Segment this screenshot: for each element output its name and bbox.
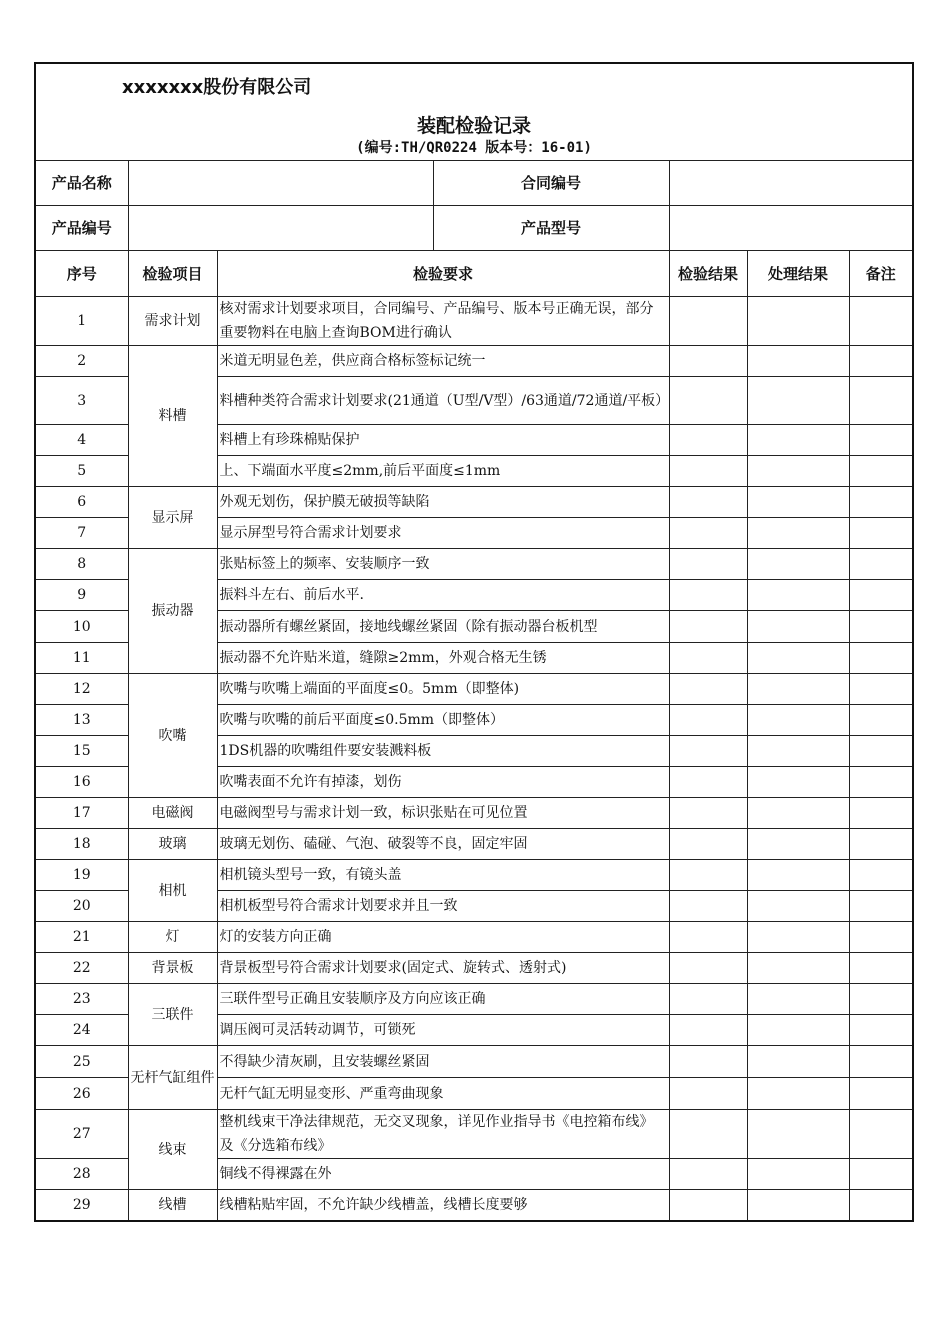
remark-cell[interactable] <box>849 643 913 674</box>
handling-cell[interactable] <box>747 611 849 643</box>
remark-cell[interactable] <box>849 580 913 611</box>
inspection-requirement: 不得缺少清灰刷，且安装螺丝紧固 <box>217 1046 669 1078</box>
result-cell[interactable] <box>669 518 747 549</box>
result-cell[interactable] <box>669 767 747 798</box>
remark-cell[interactable] <box>849 297 913 346</box>
result-cell[interactable] <box>669 891 747 922</box>
row-number: 11 <box>35 643 128 674</box>
remark-cell[interactable] <box>849 953 913 984</box>
result-cell[interactable] <box>669 1190 747 1221</box>
row-number: 10 <box>35 611 128 643</box>
result-cell[interactable] <box>669 377 747 425</box>
inspection-requirement: 铜线不得裸露在外 <box>217 1159 669 1190</box>
result-cell[interactable] <box>669 425 747 456</box>
result-cell[interactable] <box>669 922 747 953</box>
row-number: 9 <box>35 580 128 611</box>
table-row <box>35 829 913 860</box>
handling-cell[interactable] <box>747 922 849 953</box>
remark-cell[interactable] <box>849 1015 913 1046</box>
col-header-handling: 处理结果 <box>747 251 849 297</box>
result-cell[interactable] <box>669 1015 747 1046</box>
row-number: 22 <box>35 953 128 984</box>
inspection-item: 振动器 <box>128 549 217 674</box>
inspection-requirement: 调压阀可灵活转动调节，可锁死 <box>217 1015 669 1046</box>
inspection-requirement: 玻璃无划伤、磕碰、气泡、破裂等不良，固定牢固 <box>217 829 669 860</box>
table-row <box>35 1110 913 1159</box>
row-number: 7 <box>35 518 128 549</box>
remark-cell[interactable] <box>849 1046 913 1078</box>
column-header-row <box>35 251 913 297</box>
table-row <box>35 798 913 829</box>
table-row <box>35 1046 913 1078</box>
inspection-requirement: 相机镜头型号一致，有镜头盖 <box>217 860 669 891</box>
col-header-remark: 备注 <box>849 251 913 297</box>
result-cell[interactable] <box>669 953 747 984</box>
result-cell[interactable] <box>669 580 747 611</box>
handling-cell[interactable] <box>747 891 849 922</box>
remark-cell[interactable] <box>849 456 913 487</box>
product-name-field[interactable] <box>128 161 433 206</box>
inspection-requirement: 吹嘴与吹嘴上端面的平面度≤0。5mm（即整体) <box>217 674 669 705</box>
handling-cell[interactable] <box>747 456 849 487</box>
table-row <box>35 922 913 953</box>
document-header <box>35 63 913 161</box>
remark-cell[interactable] <box>849 611 913 643</box>
row-number: 8 <box>35 549 128 580</box>
inspection-requirement: 振动器所有螺丝紧固，接地线螺丝紧固（除有振动器台板机型 <box>217 611 669 643</box>
remark-cell[interactable] <box>849 736 913 767</box>
remark-cell[interactable] <box>849 487 913 518</box>
remark-cell[interactable] <box>849 984 913 1015</box>
row-number: 2 <box>35 346 128 377</box>
result-cell[interactable] <box>669 1110 747 1159</box>
result-cell[interactable] <box>669 487 747 518</box>
handling-cell[interactable] <box>747 346 849 377</box>
col-header-result: 检验结果 <box>669 251 747 297</box>
result-cell[interactable] <box>669 798 747 829</box>
inspection-item: 料槽 <box>128 346 217 487</box>
handling-cell[interactable] <box>747 487 849 518</box>
document-title: 装配检验记录 <box>417 115 532 137</box>
row-number: 26 <box>35 1078 128 1110</box>
row-number: 27 <box>35 1110 128 1159</box>
result-cell[interactable] <box>669 674 747 705</box>
inspection-item: 电磁阀 <box>128 798 217 829</box>
handling-cell[interactable] <box>747 798 849 829</box>
table-row <box>35 953 913 984</box>
inspection-item: 相机 <box>128 860 217 922</box>
row-number: 29 <box>35 1190 128 1221</box>
row-number: 17 <box>35 798 128 829</box>
handling-cell[interactable] <box>747 377 849 425</box>
row-number: 20 <box>35 891 128 922</box>
inspection-requirement: 线槽粘贴牢固，不允许缺少线槽盖，线槽长度要够 <box>217 1190 669 1221</box>
contract-no-label: 合同编号 <box>433 161 669 206</box>
row-number: 19 <box>35 860 128 891</box>
col-header-no: 序号 <box>35 251 128 297</box>
inspection-item: 玻璃 <box>128 829 217 860</box>
handling-cell[interactable] <box>747 1046 849 1078</box>
inspection-requirement: 米道无明显色差，供应商合格标签标记统一 <box>217 346 669 377</box>
inspection-requirement: 料槽种类符合需求计划要求(21通道（U型/V型）/63通道/72通道/平板） <box>217 377 669 425</box>
row-number: 18 <box>35 829 128 860</box>
inspection-item: 吹嘴 <box>128 674 217 798</box>
inspection-requirement: 三联件型号正确且安装顺序及方向应该正确 <box>217 984 669 1015</box>
result-cell[interactable] <box>669 860 747 891</box>
row-number: 4 <box>35 425 128 456</box>
remark-cell[interactable] <box>849 829 913 860</box>
handling-cell[interactable] <box>747 1159 849 1190</box>
result-cell[interactable] <box>669 736 747 767</box>
inspection-item: 线槽 <box>128 1190 217 1221</box>
row-number: 15 <box>35 736 128 767</box>
handling-cell[interactable] <box>747 860 849 891</box>
product-no-label: 产品编号 <box>35 206 128 251</box>
table-row <box>35 860 913 891</box>
handling-cell[interactable] <box>747 518 849 549</box>
row-number: 6 <box>35 487 128 518</box>
remark-cell[interactable] <box>849 1190 913 1221</box>
remark-cell[interactable] <box>849 549 913 580</box>
product-name-label: 产品名称 <box>35 161 128 206</box>
inspection-record-sheet <box>34 62 914 1222</box>
handling-cell[interactable] <box>747 1110 849 1159</box>
remark-cell[interactable] <box>849 425 913 456</box>
result-cell[interactable] <box>669 1159 747 1190</box>
row-number: 28 <box>35 1159 128 1190</box>
handling-cell[interactable] <box>747 643 849 674</box>
result-cell[interactable] <box>669 611 747 643</box>
result-cell[interactable] <box>669 829 747 860</box>
result-cell[interactable] <box>669 1046 747 1078</box>
table-row <box>35 549 913 580</box>
remark-cell[interactable] <box>849 860 913 891</box>
inspection-requirement: 核对需求计划要求项目，合同编号、产品编号、版本号正确无误，部分重要物料在电脑上查询BOM进行确认 <box>217 297 669 346</box>
handling-cell[interactable] <box>747 984 849 1015</box>
handling-cell[interactable] <box>747 580 849 611</box>
product-model-label: 产品型号 <box>433 206 669 251</box>
col-header-item: 检验项目 <box>128 251 217 297</box>
remark-cell[interactable] <box>849 674 913 705</box>
result-cell[interactable] <box>669 297 747 346</box>
row-number: 13 <box>35 705 128 736</box>
remark-cell[interactable] <box>849 922 913 953</box>
handling-cell[interactable] <box>747 1015 849 1046</box>
table-row <box>35 487 913 518</box>
result-cell[interactable] <box>669 705 747 736</box>
result-cell[interactable] <box>669 549 747 580</box>
inspection-item: 三联件 <box>128 984 217 1046</box>
inspection-requirement: 振料斗左右、前后水平. <box>217 580 669 611</box>
inspection-item: 需求计划 <box>128 297 217 346</box>
remark-cell[interactable] <box>849 891 913 922</box>
product-no-field[interactable] <box>128 206 433 251</box>
contract-no-field[interactable] <box>669 161 913 206</box>
inspection-item: 无杆气缸组件 <box>128 1046 217 1110</box>
remark-cell[interactable] <box>849 346 913 377</box>
row-number: 23 <box>35 984 128 1015</box>
result-cell[interactable] <box>669 346 747 377</box>
inspection-requirement: 振动器不允许贴米道，缝隙≥2mm，外观合格无生锈 <box>217 643 669 674</box>
table-row <box>35 674 913 705</box>
inspection-requirement: 相机板型号符合需求计划要求并且一致 <box>217 891 669 922</box>
handling-cell[interactable] <box>747 425 849 456</box>
inspection-requirement: 灯的安装方向正确 <box>217 922 669 953</box>
remark-cell[interactable] <box>849 767 913 798</box>
inspection-requirement: 吹嘴与吹嘴的前后平面度≤0.5mm（即整体） <box>217 705 669 736</box>
inspection-item: 显示屏 <box>128 487 217 549</box>
table-row <box>35 984 913 1015</box>
handling-cell[interactable] <box>747 829 849 860</box>
inspection-requirement: 上、下端面水平度≤2mm,前后平面度≤1mm <box>217 456 669 487</box>
inspection-requirement: 料槽上有珍珠棉贴保护 <box>217 425 669 456</box>
remark-cell[interactable] <box>849 1110 913 1159</box>
row-number: 16 <box>35 767 128 798</box>
table-row <box>35 346 913 377</box>
inspection-requirement: 无杆气缸无明显变形、严重弯曲现象 <box>217 1078 669 1110</box>
remark-cell[interactable] <box>849 1159 913 1190</box>
inspection-requirement: 外观无划伤，保护膜无破损等缺陷 <box>217 487 669 518</box>
remark-cell[interactable] <box>849 1078 913 1110</box>
col-header-requirement: 检验要求 <box>217 251 669 297</box>
inspection-table <box>34 62 914 1222</box>
handling-cell[interactable] <box>747 297 849 346</box>
handling-cell[interactable] <box>747 736 849 767</box>
result-cell[interactable] <box>669 1078 747 1110</box>
inspection-requirement: 显示屏型号符合需求计划要求 <box>217 518 669 549</box>
handling-cell[interactable] <box>747 1190 849 1221</box>
inspection-requirement: 电磁阀型号与需求计划一致，标识张贴在可见位置 <box>217 798 669 829</box>
table-row <box>35 1190 913 1221</box>
product-model-field[interactable] <box>669 206 913 251</box>
document-code: (编号:TH/QR0224 版本号：16-01) <box>356 140 592 156</box>
row-number: 12 <box>35 674 128 705</box>
row-number: 21 <box>35 922 128 953</box>
row-number: 25 <box>35 1046 128 1078</box>
result-cell[interactable] <box>669 643 747 674</box>
company-name: xxxxxxx股份有限公司 <box>122 77 312 98</box>
handling-cell[interactable] <box>747 549 849 580</box>
row-number: 5 <box>35 456 128 487</box>
remark-cell[interactable] <box>849 705 913 736</box>
table-row <box>35 297 913 346</box>
inspection-requirement: 张贴标签上的频率、安装顺序一致 <box>217 549 669 580</box>
inspection-requirement: 吹嘴表面不允许有掉漆，划伤 <box>217 767 669 798</box>
result-cell[interactable] <box>669 456 747 487</box>
remark-cell[interactable] <box>849 798 913 829</box>
inspection-item: 灯 <box>128 922 217 953</box>
handling-cell[interactable] <box>747 1078 849 1110</box>
inspection-requirement: 1DS机器的吹嘴组件要安装溅料板 <box>217 736 669 767</box>
handling-cell[interactable] <box>747 674 849 705</box>
remark-cell[interactable] <box>849 518 913 549</box>
handling-cell[interactable] <box>747 705 849 736</box>
inspection-requirement: 背景板型号符合需求计划要求(固定式、旋转式、透射式) <box>217 953 669 984</box>
inspection-requirement: 整机线束干净法律规范，无交叉现象，详见作业指导书《电控箱布线》及《分选箱布线》 <box>217 1110 669 1159</box>
remark-cell[interactable] <box>849 377 913 425</box>
row-number: 24 <box>35 1015 128 1046</box>
inspection-item: 线束 <box>128 1110 217 1190</box>
handling-cell[interactable] <box>747 767 849 798</box>
inspection-item: 背景板 <box>128 953 217 984</box>
result-cell[interactable] <box>669 984 747 1015</box>
row-number: 3 <box>35 377 128 425</box>
row-number: 1 <box>35 297 128 346</box>
handling-cell[interactable] <box>747 953 849 984</box>
